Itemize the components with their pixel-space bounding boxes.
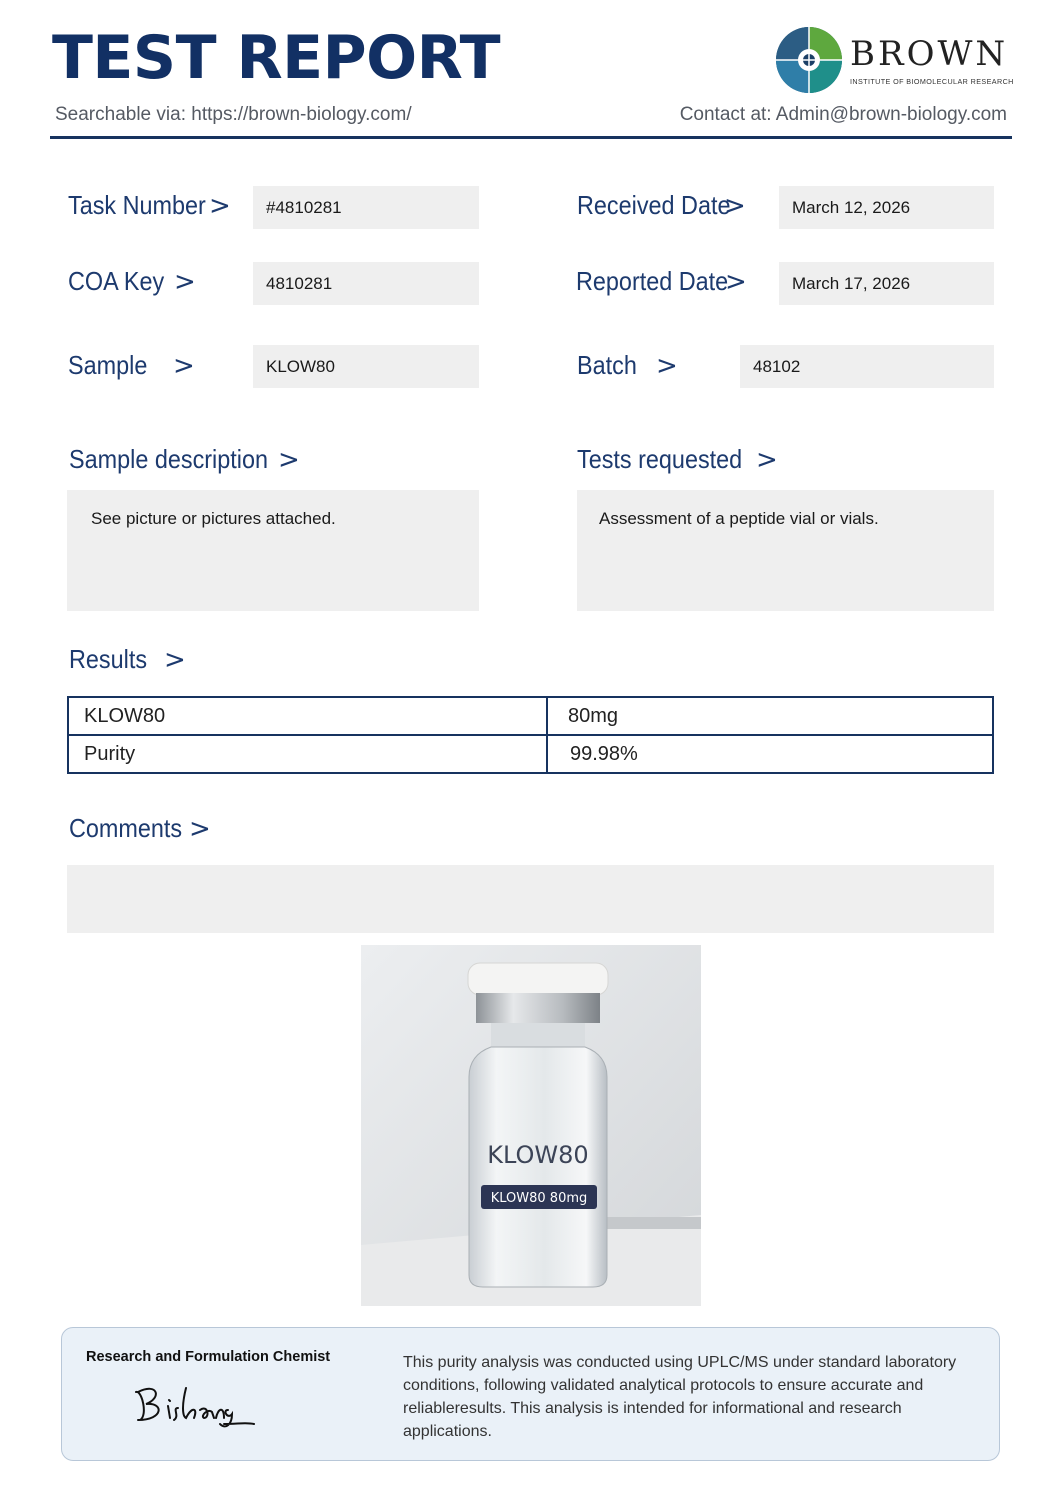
tests-requested-label: Tests requested xyxy=(577,444,743,474)
task-number-label: Task Number xyxy=(68,190,206,220)
chevron-right-icon: > xyxy=(174,267,196,297)
signature-image xyxy=(128,1380,258,1430)
table-row xyxy=(68,697,993,735)
header-divider xyxy=(50,136,1012,139)
results-table xyxy=(67,696,994,774)
batch-label: Batch xyxy=(577,350,637,380)
coa-key-field: 4810281 xyxy=(253,262,479,305)
vial-label-text: KLOW80 xyxy=(487,1141,589,1169)
batch-field: 48102 xyxy=(740,345,994,388)
received-date-label: Received Date xyxy=(577,190,731,220)
brand-subtitle: INSTITUTE OF BIOMOLECULAR RESEARCH xyxy=(850,77,1014,86)
brown-logo-icon xyxy=(775,26,843,94)
sample-photo xyxy=(361,945,701,1306)
chevron-right-icon: > xyxy=(278,445,300,475)
chevron-right-icon: > xyxy=(209,191,231,221)
tests-requested-box: Assessment of a peptide vial or vials. xyxy=(577,490,994,611)
sample-description-box: See picture or pictures attached. xyxy=(67,490,479,611)
chevron-right-icon: > xyxy=(656,351,678,381)
sample-field: KLOW80 xyxy=(253,345,479,388)
result-value-cell: 99.98% xyxy=(547,735,993,773)
searchable-url: Searchable via: https://brown-biology.com/ xyxy=(55,104,412,125)
chevron-right-icon: > xyxy=(724,191,746,221)
vial-badge-text: KLOW80 80mg xyxy=(490,1191,588,1206)
sample-label: Sample xyxy=(68,350,148,380)
comments-box xyxy=(67,865,994,933)
coa-key-label: COA Key xyxy=(68,266,165,296)
result-name-cell: KLOW80 xyxy=(68,697,547,735)
result-value-cell: 80mg xyxy=(547,697,993,735)
reported-date-field: March 17, 2026 xyxy=(779,262,994,305)
report-title: TEST REPORT xyxy=(52,23,501,93)
chevron-right-icon: > xyxy=(756,445,778,475)
task-number-field: #4810281 xyxy=(253,186,479,229)
results-label: Results xyxy=(69,644,148,674)
contact-email: Contact at: Admin@brown-biology.com xyxy=(679,104,1007,125)
chemist-role: Research and Formulation Chemist xyxy=(86,1349,331,1365)
chevron-right-icon: > xyxy=(164,645,186,675)
sample-description-label: Sample description xyxy=(69,444,269,474)
brand-name: BROWN xyxy=(850,34,1009,74)
comments-label: Comments xyxy=(69,813,183,843)
received-date-field: March 12, 2026 xyxy=(779,186,994,229)
chevron-right-icon: > xyxy=(189,814,211,844)
chevron-right-icon: > xyxy=(173,351,195,381)
reported-date-label: Reported Date xyxy=(576,266,729,296)
analysis-note: This purity analysis was conducted using UPLC/MS under standard laboratory conditions, following validated analytical protocols to ensure accurate and reliableresults. This analysis is intended for informational and research applications. xyxy=(403,1354,957,1440)
result-name-cell: Purity xyxy=(68,735,547,773)
chevron-right-icon: > xyxy=(725,267,747,297)
table-row xyxy=(68,735,993,773)
